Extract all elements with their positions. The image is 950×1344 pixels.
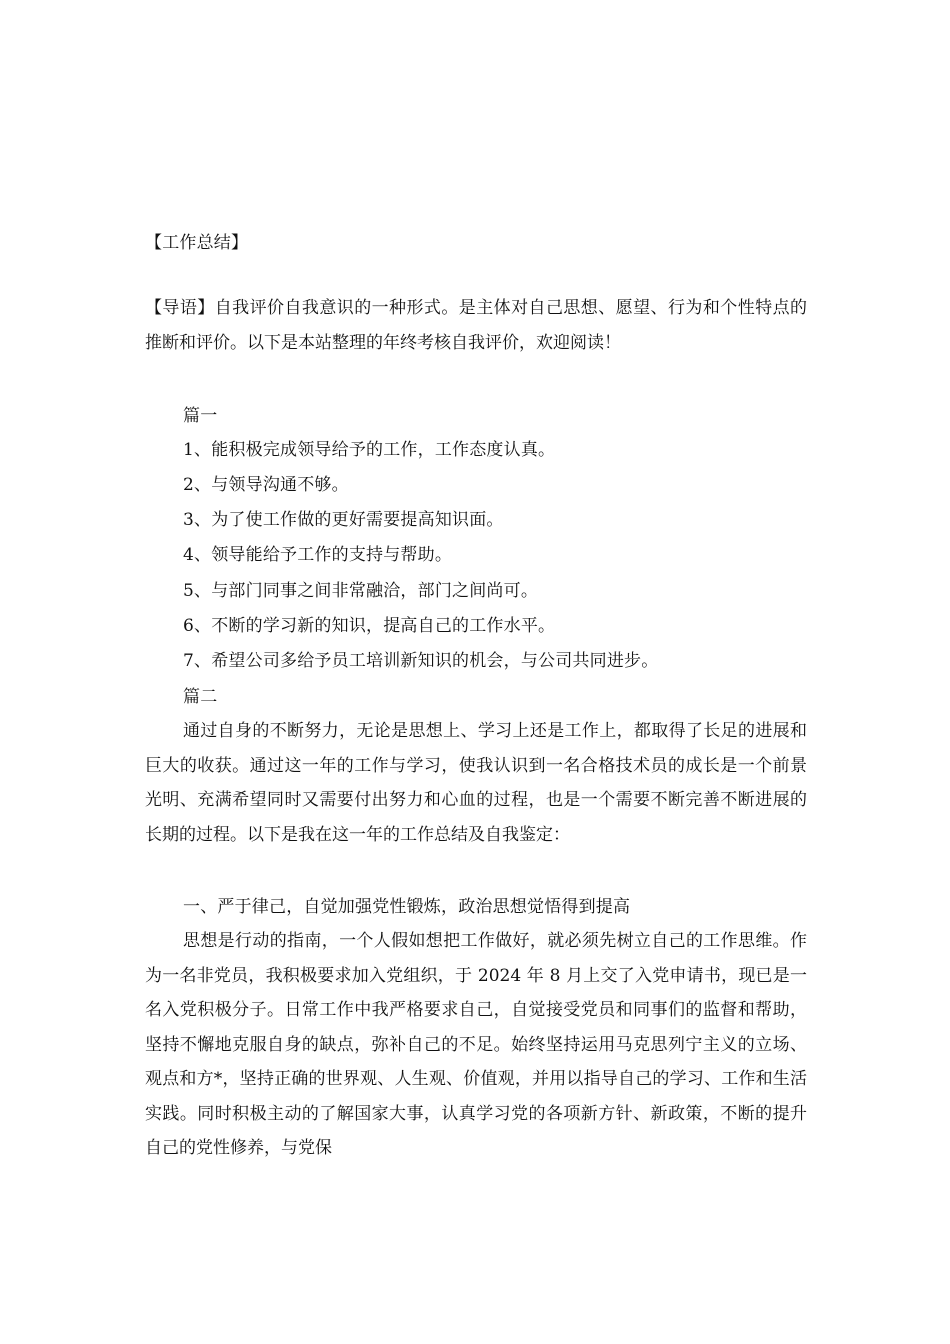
part1-item-5: 5、与部门同事之间非常融洽，部门之间尚可。 <box>183 581 539 601</box>
section-title: 【工作总结】 <box>145 233 249 253</box>
part2-paragraph-2: 思想是行动的指南，一个人假如想把工作做好，就必须先树立自己的工作思维。作为一名非党员，我积极要求加入党组织，于 2024 年 8 月上交了入党申请书，现已是一名入党积极分子。日常工作中我严格要求自己，自觉接受党员和同事们的监督和帮助，坚持不懈地克服自身的缺点，弥补自己的不足。始终坚持运用马克思列宁主义的立场、观点和方*，坚持正确的世界观、人生观、价值观，并用以指导自己的学习、工作和生活实践。同时积极主动的了解国家大事，认真学习党的各项新方针、新政策，不断的提升自己的党性修养，与党保 <box>145 931 807 1158</box>
part1-item-3: 3、为了使工作做的更好需要提高知识面。 <box>183 510 504 530</box>
part1-item-7: 7、希望公司多给予员工培训新知识的机会，与公司共同进步。 <box>183 651 659 671</box>
part1-item-2: 2、与领导沟通不够。 <box>183 475 349 495</box>
part2-paragraph-1: 通过自身的不断努力，无论是思想上、学习上还是工作上，都取得了长足的进展和巨大的收获。通过这一年的工作与学习，使我认识到一名合格技术员的成长是一个前景光明、充满希望同时又需要付出努力和心血的过程，也是一个需要不断完善不断进展的长期的过程。以下是我在这一年的工作总结及自我鉴定： <box>145 721 807 845</box>
part1-item-6: 6、不断的学习新的知识，提高自己的工作水平。 <box>183 616 556 636</box>
part1-item-4: 4、领导能给予工作的支持与帮助。 <box>183 545 453 565</box>
part2-heading: 篇二 <box>183 687 218 707</box>
part2-subheading-1: 一、严于律己，自觉加强党性锻炼，政治思想觉悟得到提高 <box>183 897 631 917</box>
intro-paragraph: 【导语】自我评价自我意识的一种形式。是主体对自己思想、愿望、行为和个性特点的推断和评价。以下是本站整理的年终考核自我评价，欢迎阅读！ <box>145 298 807 353</box>
part1-item-1: 1、能积极完成领导给予的工作，工作态度认真。 <box>183 440 556 460</box>
part1-heading: 篇一 <box>183 406 218 426</box>
